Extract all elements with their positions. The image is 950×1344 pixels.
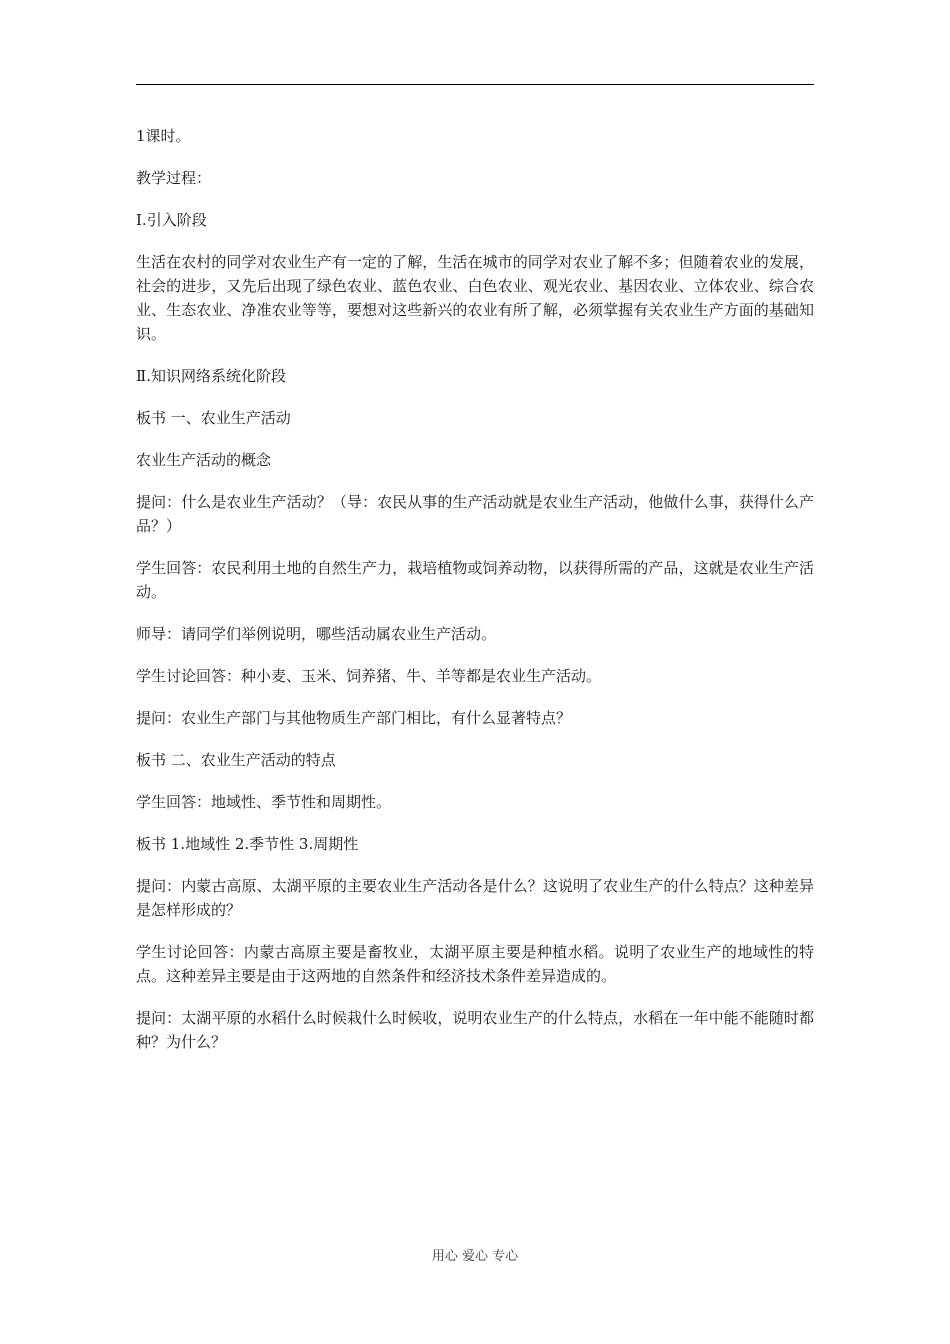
paragraph-introduction: 生活在农村的同学对农业生产有一定的了解，生活在城市的同学对农业了解不多；但随着农业的发展，社会的进步，又先后出现了绿色农业、蓝色农业、白色农业、观光农业、基因农业、立体农业、综合农业、生态农业、净准农业等等，要想对这些新兴的农业有所了解，必须掌握有关农业生产方面的基础知识。 [136,253,814,343]
paragraph-stage-2-heading: Ⅱ.知识网络系统化阶段 [136,367,286,385]
paragraph-discussion-2: 学生讨论回答：内蒙古高原主要是畜牧业，太湖平原主要是种植水稻。说明了农业生产的地域性的特点。这种差异主要是由于这两地的自然条件和经济技术条件差异造成的。 [136,943,814,985]
paragraph-question-2: 提问：农业生产部门与其他物质生产部门相比，有什么显著特点？ [136,709,572,727]
header-rule [136,84,814,85]
paragraph-class-hours: 1课时。 [136,127,191,145]
paragraph-board-2: 板书 二、农业生产活动的特点 [136,751,336,769]
paragraph-question-4: 提问：太湖平原的水稻什么时候栽什么时候收，说明农业生产的什么特点，水稻在一年中能不能随时都种？为什么？ [136,1009,814,1051]
paragraph-question-3: 提问：内蒙古高原、太湖平原的主要农业生产活动各是什么？这说明了农业生产的什么特点？这种差异是怎样形成的？ [136,877,814,919]
paragraph-board-3: 板书 1.地域性 2.季节性 3.周期性 [136,835,359,853]
paragraph-stage-1-heading: Ⅰ.引入阶段 [136,211,207,229]
page-footer: 用心 爱心 专心 [431,1249,519,1264]
paragraph-concept: 农业生产活动的概念 [136,451,272,469]
paragraph-teacher-guide: 师导：请同学们举例说明，哪些活动属农业生产活动。 [136,625,497,643]
document-body [136,124,814,1072]
paragraph-question-1: 提问：什么是农业生产活动？（导：农民从事的生产活动就是农业生产活动，他做什么事，获得什么产品？） [136,493,814,535]
paragraph-board-1: 板书 一、农业生产活动 [136,409,291,427]
paragraph-answer-1: 学生回答：农民利用土地的自然生产力，栽培植物或饲养动物，以获得所需的产品，这就是农业生产活动。 [136,559,814,601]
paragraph-discussion-1: 学生讨论回答：种小麦、玉米、饲养猪、牛、羊等都是农业生产活动。 [136,667,602,685]
paragraph-answer-2: 学生回答：地域性、季节性和周期性。 [136,793,392,811]
paragraph-teaching-process: 教学过程： [136,169,212,187]
